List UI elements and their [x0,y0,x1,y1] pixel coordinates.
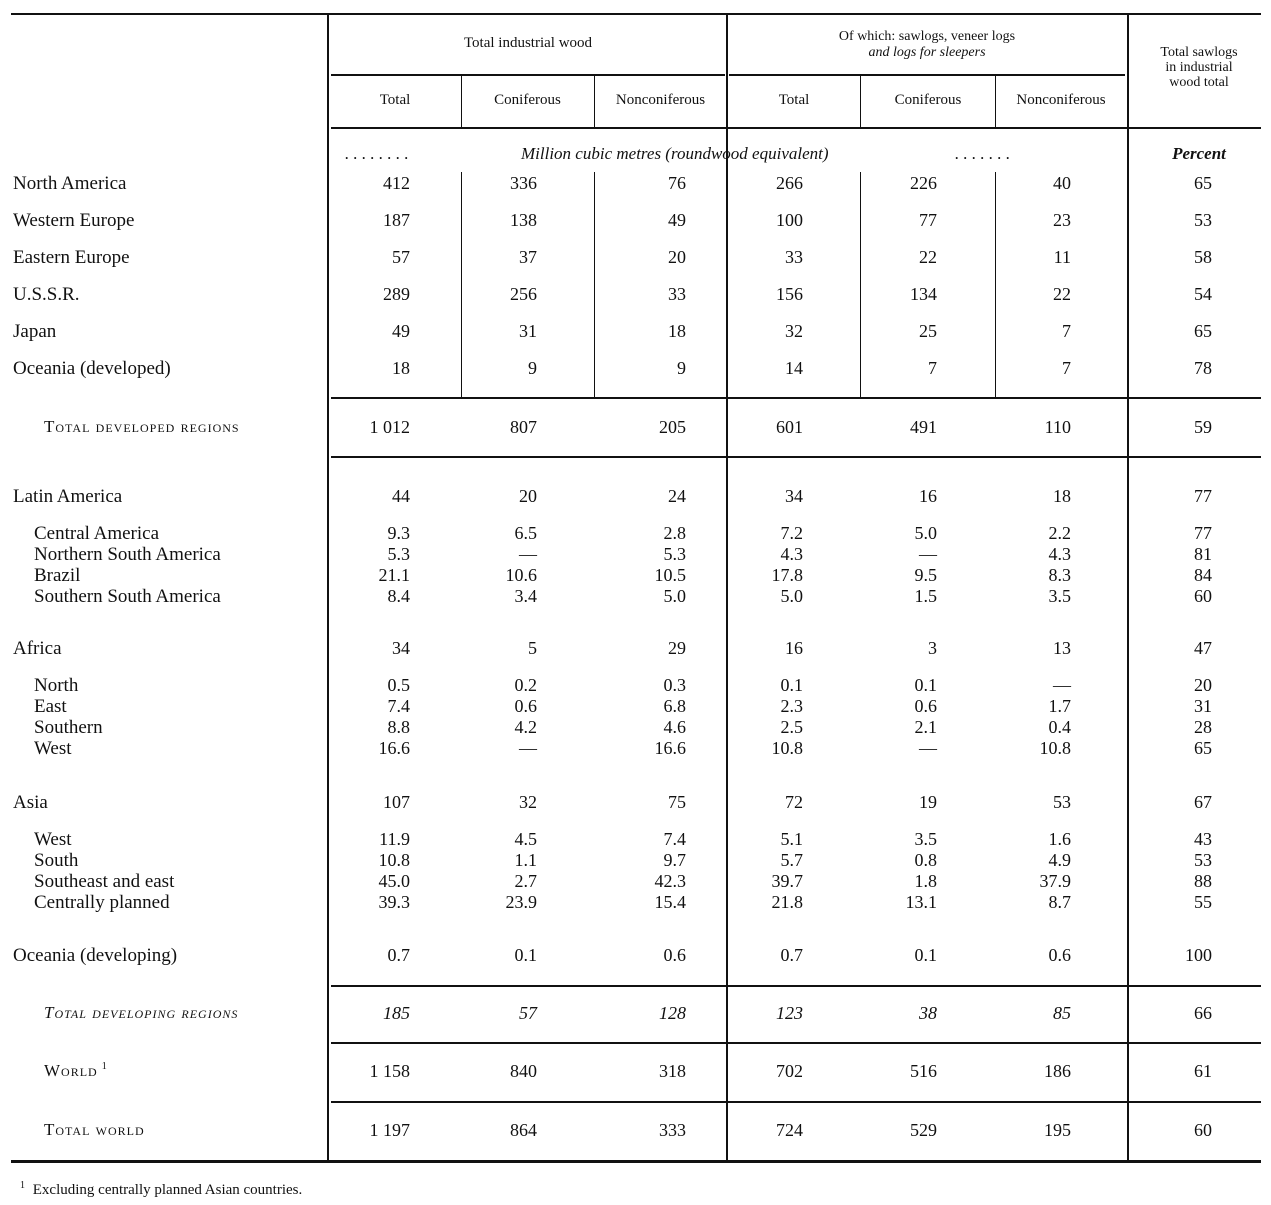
table-cell: 5.0 [780,586,803,606]
header-total-industrial-wood: Total industrial wood [463,35,593,51]
table-cell: 34 [785,486,803,506]
table-cell: 15.4 [654,892,686,912]
row-label: Southeast and east [34,871,175,892]
header-percent-line3: wood total [1169,75,1229,90]
table-cell: 20 [668,247,686,267]
table-cell: 318 [659,1061,686,1081]
vrule-sub-2-top [594,76,595,127]
table-cell: 7.2 [780,523,803,543]
units-percent: Percent [1172,144,1226,163]
table-cell: 1 197 [369,1120,410,1140]
table-cell: — [519,738,537,758]
table-cell: 14 [785,358,803,378]
table-cell: 25 [919,321,937,341]
table-cell: 2.3 [780,696,803,716]
table-cell: 77 [919,210,937,230]
table-cell: 5.3 [387,544,410,564]
table-cell: 5.1 [780,829,803,849]
table-cell: 107 [383,792,410,812]
table-cell: 24 [668,486,686,506]
table-bottom-rule [11,1160,1261,1163]
table-cell: 7.4 [663,829,686,849]
table-cell: 134 [910,284,937,304]
table-cell: 4.5 [514,829,537,849]
table-cell: 88 [1194,871,1212,891]
table-cell: 33 [668,284,686,304]
table-cell: 1.6 [1048,829,1071,849]
table-cell: 58 [1194,247,1212,267]
vrule-sub-5-top [995,76,996,127]
table-cell: 40 [1053,173,1071,193]
table-cell: 9.7 [663,850,686,870]
table-cell: 39.3 [378,892,410,912]
row-label: Centrally planned [34,892,170,913]
table-cell: 53 [1053,792,1071,812]
table-cell: 38 [919,1003,937,1023]
table-cell: 9.5 [914,565,937,585]
table-cell: 2.2 [1048,523,1071,543]
table-cell: 53 [1194,850,1212,870]
table-cell: 77 [1194,523,1212,543]
table-cell: 72 [785,792,803,812]
row-label: West [34,829,72,850]
row-label: Japan [13,321,57,342]
table-cell: 138 [510,210,537,230]
table-cell: 3.4 [514,586,537,606]
vrule-sub-2-body-a [594,172,595,397]
subheader-total-1: Total [379,92,411,108]
table-cell: 5.0 [663,586,686,606]
table-cell: 18 [668,321,686,341]
row-label: Southern South America [34,586,221,607]
table-cell: 1 012 [369,417,410,437]
table-cell: 21.8 [771,892,803,912]
table-cell: 59 [1194,417,1212,437]
rule-before-total-world [331,1101,1261,1103]
table-cell: 20 [1194,675,1212,695]
table-cell: 67 [1194,792,1212,812]
header-sawlogs-line1: Of which: sawlogs, veneer logs [838,29,1016,44]
subheader-coniferous-1: Coniferous [494,92,561,108]
table-cell: 289 [383,284,410,304]
table-cell: 7.4 [387,696,410,716]
table-cell: 65 [1194,173,1212,193]
row-label: Oceania (developed) [13,358,171,379]
table-cell: 2.7 [514,871,537,891]
table-cell: 1.1 [514,850,537,870]
table-cell: 0.4 [1048,717,1071,737]
table-cell: 2.5 [780,717,803,737]
table-cell: 60 [1194,586,1212,606]
table-cell: 57 [519,1003,537,1023]
table-cell: — [519,544,537,564]
table-cell: 20 [519,486,537,506]
table-cell: — [919,738,937,758]
table-cell: 11.9 [379,829,410,849]
table-cell: 195 [1044,1120,1071,1140]
row-label: West [34,738,72,759]
table-cell: 9.3 [387,523,410,543]
table-cell: 0.6 [514,696,537,716]
row-label: Oceania (developing) [13,945,178,966]
table-cell: 205 [659,417,686,437]
table-cell: 266 [776,173,803,193]
table-cell: 31 [519,321,537,341]
table-cell: 491 [910,417,937,437]
table-cell: 4.3 [1048,544,1071,564]
table-cell: 47 [1194,638,1212,658]
table-cell: 156 [776,284,803,304]
subheader-nonconiferous-2: Nonconiferous [1016,92,1106,108]
table-cell: 49 [392,321,410,341]
table-cell: 22 [919,247,937,267]
table-cell: 4.2 [514,717,537,737]
units-dots-left: . . . . . . . . [345,144,409,163]
table-cell: 16 [785,638,803,658]
table-cell: 412 [383,173,410,193]
table-cell: 31 [1194,696,1212,716]
table-cell: 42.3 [654,871,686,891]
table-cell: 226 [910,173,937,193]
table-cell: 11 [1053,247,1071,267]
row-label: Total developed regions [44,417,240,436]
group-header-rule-1 [331,74,725,76]
table-cell: 37.9 [1039,871,1071,891]
table-cell: 6.8 [663,696,686,716]
table-cell: 16.6 [378,738,410,758]
table-cell: 77 [1194,486,1212,506]
table-cell: 84 [1194,565,1212,585]
rule-before-developed-total [331,397,1261,399]
table-cell: 100 [776,210,803,230]
header-percent-line1: Total sawlogs [1160,45,1238,60]
table-cell: 840 [510,1061,537,1081]
table-cell: 33 [785,247,803,267]
table-cell: 0.1 [914,675,937,695]
table-cell: 0.7 [387,945,410,965]
table-cell: 0.1 [914,945,937,965]
table-cell: 65 [1194,738,1212,758]
table-cell: 23.9 [505,892,537,912]
table-cell: 43 [1194,829,1212,849]
table-cell: 807 [510,417,537,437]
table-cell: 185 [383,1003,410,1023]
table-cell: 1.5 [914,586,937,606]
table-cell: 100 [1185,945,1212,965]
vrule-sub-1-top [461,76,462,127]
subheader-total-2: Total [778,92,810,108]
table-cell: 601 [776,417,803,437]
table-cell: 128 [659,1003,686,1023]
table-cell: 5.3 [663,544,686,564]
rule-after-developed-total [331,456,1261,458]
table-cell: 1 158 [369,1061,410,1081]
table-cell: 529 [910,1120,937,1140]
header-sawlogs-line2: and logs for sleepers [868,45,986,60]
table-cell: 9 [677,358,686,378]
table-cell: 4.6 [663,717,686,737]
header-bottom-rule [331,127,1261,129]
table-cell: 85 [1053,1003,1071,1023]
table-cell: 10.5 [654,565,686,585]
row-label: South [34,850,79,871]
footnote-text: Excluding centrally planned Asian countries. [32,1182,303,1198]
rule-before-world [331,1042,1261,1044]
table-cell: 5.0 [914,523,937,543]
row-label: East [34,696,67,717]
table-cell: 8.7 [1048,892,1071,912]
vrule-sub-4-top [860,76,861,127]
table-cell: 0.2 [514,675,537,695]
table-cell: 66 [1194,1003,1212,1023]
table-cell: 1.7 [1048,696,1071,716]
table-cell: 45.0 [378,871,410,891]
table-cell: 10.8 [378,850,410,870]
row-label: North [34,675,79,696]
row-label: Northern South America [34,544,221,565]
rule-before-developing-total [331,985,1261,987]
row-label-footnote-mark: 1 [101,1061,108,1073]
table-cell: — [1053,675,1071,695]
table-cell: 13.1 [905,892,937,912]
table-cell: 81 [1194,544,1212,564]
table-cell: 61 [1194,1061,1212,1081]
table-cell: 0.6 [1048,945,1071,965]
row-label: World $^1$ [44,1061,108,1080]
subheader-coniferous-2: Coniferous [894,92,962,108]
table-cell: 724 [776,1120,803,1140]
table-cell: 7 [1062,321,1071,341]
subheader-nonconiferous-1: Nonconiferous [615,92,706,108]
table-cell: 55 [1194,892,1212,912]
table-cell: 0.7 [780,945,803,965]
table-cell: 16.6 [654,738,686,758]
vrule-label-divider [327,13,329,1160]
table-cell: 32 [519,792,537,812]
table-cell: 0.1 [780,675,803,695]
row-label: Total world [44,1120,145,1139]
table-cell: 0.6 [914,696,937,716]
table-cell: 10.6 [505,565,537,585]
table-cell: 0.3 [663,675,686,695]
table-cell: 123 [776,1003,803,1023]
table-cell: 44 [392,486,410,506]
row-label: Eastern Europe [13,247,130,268]
row-label: Brazil [34,565,81,586]
table-cell: 187 [383,210,410,230]
table-cell: 65 [1194,321,1212,341]
table-cell: 5.7 [780,850,803,870]
table-cell: 13 [1053,638,1071,658]
table-cell: 75 [668,792,686,812]
table-cell: 10.8 [771,738,803,758]
table-cell: 18 [1053,486,1071,506]
table-cell: 1.8 [914,871,937,891]
table-cell: 8.4 [387,586,410,606]
table-cell: 2.8 [663,523,686,543]
table-cell: 3 [928,638,937,658]
table-cell: 336 [510,173,537,193]
table-cell: 29 [668,638,686,658]
table-cell: 49 [668,210,686,230]
row-label: Central America [34,523,160,544]
table-cell: 0.8 [914,850,937,870]
row-label: Total developing regions [44,1003,239,1022]
table-cell: 186 [1044,1061,1071,1081]
table-cell: 18 [392,358,410,378]
table-cell: 76 [668,173,686,193]
footnote [20,1181,302,1198]
row-label: Africa [13,638,62,659]
footnote-mark: 1 [20,1180,25,1191]
table-cell: 60 [1194,1120,1212,1140]
table-cell: 4.3 [780,544,803,564]
table-cell: 333 [659,1120,686,1140]
table-cell: 2.1 [914,717,937,737]
row-label: Latin America [13,486,123,507]
table-cell: 0.1 [514,945,537,965]
table-cell: 53 [1194,210,1212,230]
table-cell: 9 [528,358,537,378]
table-cell: 7 [1062,358,1071,378]
table-cell: 110 [1044,417,1071,437]
table-cell: 37 [519,247,537,267]
table-top-rule [11,13,1261,15]
row-label: North America [13,173,127,194]
table-cell: 78 [1194,358,1212,378]
units-dots-right: . . . . . . . [955,144,1011,163]
table-cell: 28 [1194,717,1212,737]
table-cell: 864 [510,1120,537,1140]
table-cell: 19 [919,792,937,812]
table-cell: 0.6 [663,945,686,965]
table-cell: 32 [785,321,803,341]
table-cell: 54 [1194,284,1212,304]
table-cell: 3.5 [914,829,937,849]
row-label: Asia [13,792,48,813]
table-cell: 7 [928,358,937,378]
table-cell: 23 [1053,210,1071,230]
table-cell: 3.5 [1048,586,1071,606]
row-label: Southern [34,717,103,738]
table-cell: 39.7 [771,871,803,891]
row-label: Western Europe [13,210,135,231]
table-cell: 34 [392,638,410,658]
vrule-percent-divider [1127,13,1129,1160]
table-cell: 516 [910,1061,937,1081]
table-cell: 21.1 [378,565,410,585]
table-cell: 8.8 [387,717,410,737]
table-cell: 22 [1053,284,1071,304]
group-header-rule-2 [729,74,1125,76]
table-cell: 256 [510,284,537,304]
table-cell: 5 [528,638,537,658]
table-cell: 57 [392,247,410,267]
table-cell: 10.8 [1039,738,1071,758]
table-cell: 4.9 [1048,850,1071,870]
table-cell: 702 [776,1061,803,1081]
table-cell: — [919,544,937,564]
table-cell: 0.5 [387,675,410,695]
table-cell: 16 [919,486,937,506]
table-cell: 8.3 [1048,565,1071,585]
units-label: Million cubic metres (roundwood equivalent) [521,144,829,163]
table-cell: 6.5 [514,523,537,543]
row-label: U.S.S.R. [13,284,80,305]
table-cell: 17.8 [771,565,803,585]
header-percent-line2: in industrial [1165,60,1233,75]
